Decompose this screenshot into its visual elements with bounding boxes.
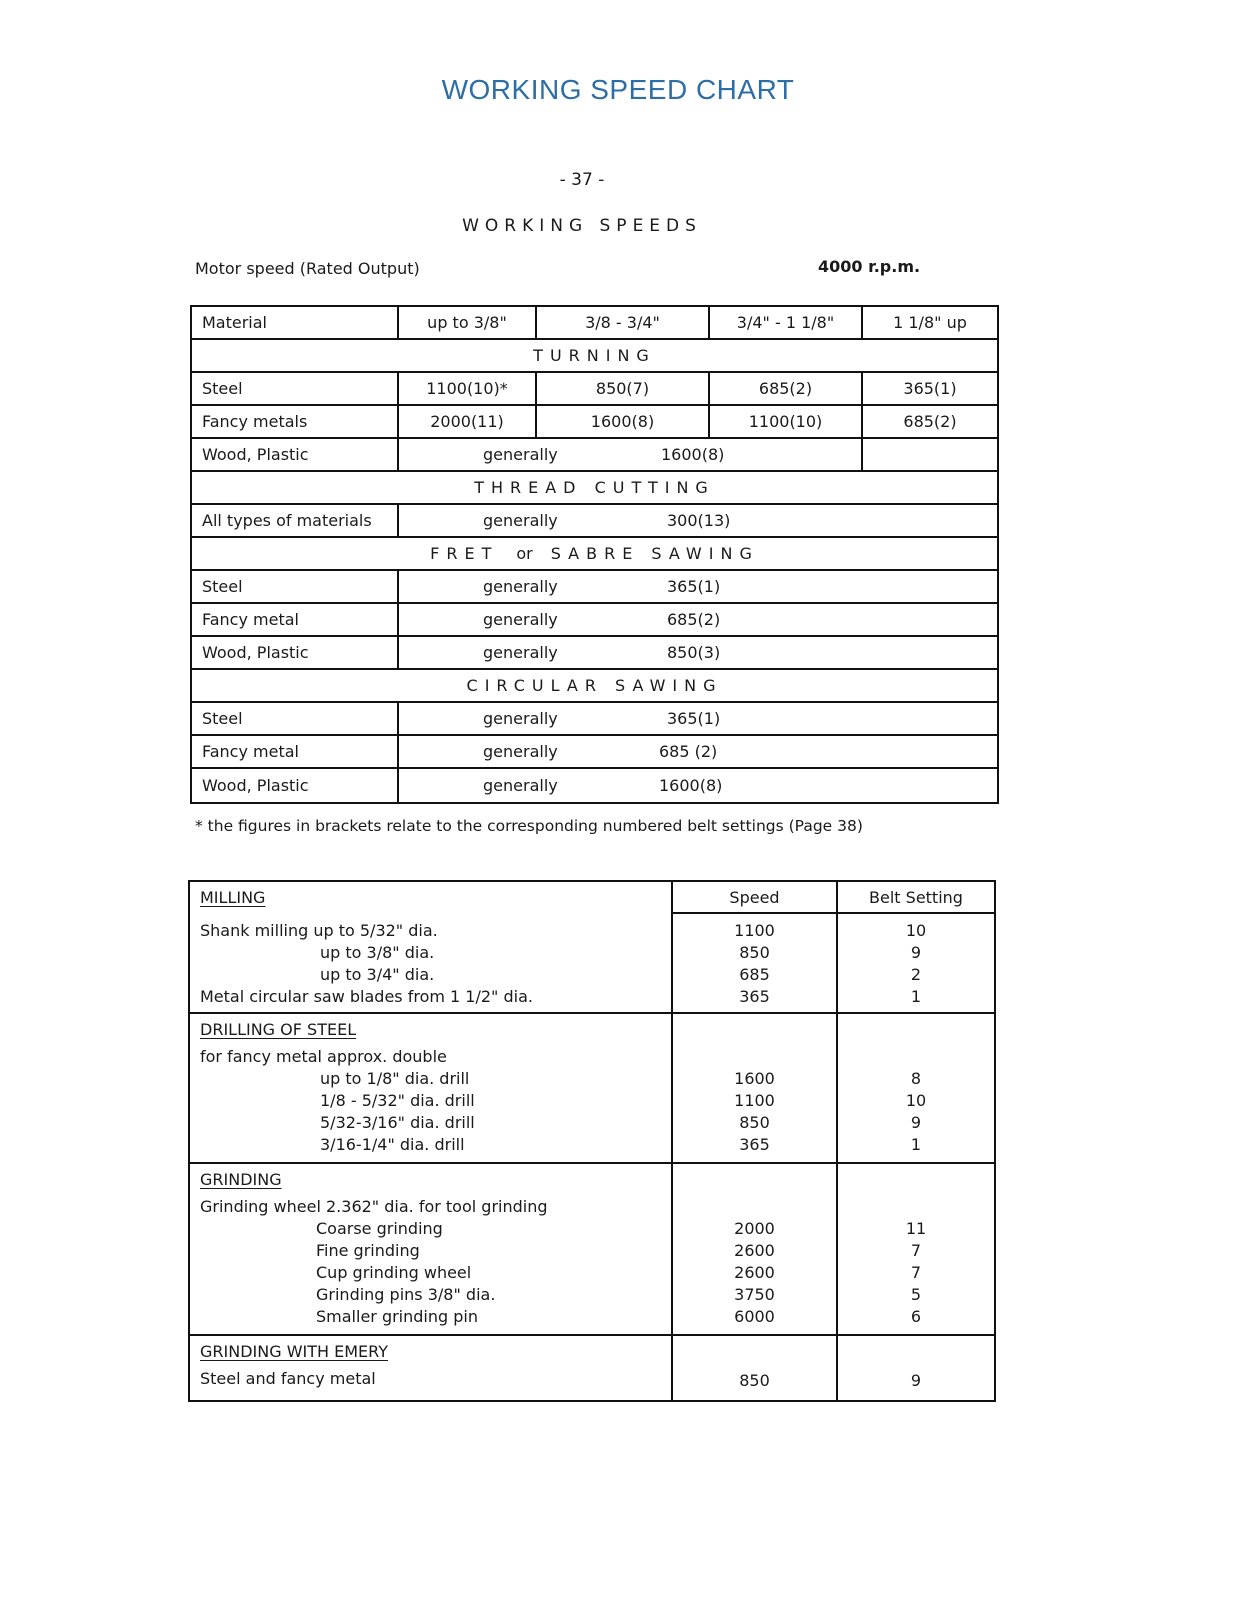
list-item: Metal circular saw blades from 1 1/2" dia. <box>200 987 533 1006</box>
page-number: - 37 - <box>559 170 605 190</box>
header-col4: 1 1/8" up <box>893 313 967 332</box>
material-cell: Wood, Plastic <box>192 439 399 470</box>
material-cell: Wood, Plastic <box>192 637 399 668</box>
list-item: Grinding pins 3/8" dia. <box>316 1285 496 1304</box>
speed-value: 850 <box>739 1113 770 1132</box>
drilling-block <box>190 1014 994 1164</box>
belt-value: 10 <box>905 921 927 940</box>
emery-block <box>190 1336 994 1400</box>
milling-title: MILLING <box>200 888 266 907</box>
footnote: * the figures in brackets relate to the corresponding numbered belt settings (Page 38) <box>195 817 863 835</box>
table-row <box>192 703 997 736</box>
table-row <box>192 769 997 802</box>
grinding-title: GRINDING <box>200 1170 282 1189</box>
grinding-speeds <box>673 1164 838 1334</box>
header-col3: 3/4" - 1 1/8" <box>710 307 863 338</box>
list-item: 5/32-3/16" dia. drill <box>320 1113 475 1132</box>
drilling-speeds <box>673 1014 838 1162</box>
grinding-block <box>190 1164 994 1336</box>
material-cell: Steel <box>192 703 399 734</box>
material-cell: Fancy metals <box>192 406 399 437</box>
belt-value: 11 <box>905 1219 927 1238</box>
material-cell: Fancy metal <box>192 736 399 767</box>
list-item: up to 1/8" dia. drill <box>320 1069 470 1088</box>
list-item: 1/8 - 5/32" dia. drill <box>320 1091 475 1110</box>
page-title: WORKING SPEED CHART <box>441 74 795 105</box>
speed-value: 300(13) <box>667 511 731 530</box>
general-speed-cell <box>399 703 997 734</box>
belt-value: 6 <box>910 1307 922 1326</box>
table-row <box>192 604 997 637</box>
header-col1: up to 3/8" <box>399 307 537 338</box>
speed-value: 3750 <box>734 1285 775 1304</box>
working-speeds-table <box>190 305 999 804</box>
list-item: Grinding wheel 2.362" dia. for tool grinding <box>200 1197 548 1216</box>
milling-belts <box>838 882 994 1012</box>
milling-speeds <box>673 882 838 1012</box>
header-material: Material <box>192 307 399 338</box>
general-speed-cell <box>399 604 997 635</box>
belt-value: 9 <box>910 1113 922 1132</box>
section-row-circular <box>192 670 997 703</box>
generally-label: generally <box>483 709 558 728</box>
section-or: or <box>516 544 533 563</box>
generally-label: generally <box>483 511 558 530</box>
list-item: Coarse grinding <box>316 1219 443 1238</box>
general-speed-cell <box>399 736 997 767</box>
general-speed-cell <box>399 637 997 668</box>
milling-block <box>190 882 994 1014</box>
belt-value: 1 <box>910 1135 922 1154</box>
general-speed-cell <box>399 571 997 602</box>
speed-value: 850 <box>739 943 770 962</box>
speed-cell: 1600(8) <box>537 406 710 437</box>
table-row <box>192 439 997 472</box>
generally-label: generally <box>483 643 558 662</box>
list-item: Smaller grinding pin <box>316 1307 478 1326</box>
header-col2: 3/8 - 3/4" <box>537 307 710 338</box>
belt-value: 10 <box>905 1091 927 1110</box>
section-sabre: SABRE SAWING <box>550 544 759 563</box>
table-header-row <box>192 307 997 340</box>
speed-value: 2000 <box>734 1219 775 1238</box>
section-fret: FRET <box>430 544 499 563</box>
grinding-belts <box>838 1164 994 1334</box>
belt-value: 2 <box>910 965 922 984</box>
belt-value: 8 <box>910 1069 922 1088</box>
general-speed-cell <box>399 769 997 802</box>
drilling-title: DRILLING OF STEEL <box>200 1020 357 1039</box>
speed-value: 685 (2) <box>659 742 718 761</box>
list-item: Shank milling up to 5/32" dia. <box>200 921 438 940</box>
general-speed-cell <box>399 505 997 536</box>
table-row <box>192 637 997 670</box>
speed-value: 685 <box>739 965 770 984</box>
speed-value: 6000 <box>734 1307 775 1326</box>
section-thread-cutting: THREAD CUTTING <box>474 478 715 497</box>
table-row <box>192 406 997 439</box>
section-circular-sawing: CIRCULAR SAWING <box>466 676 723 695</box>
material-cell: Steel <box>192 571 399 602</box>
speed-cell: 365(1) <box>903 379 957 398</box>
section-fret-sabre-sawing <box>192 538 997 569</box>
table-row <box>192 373 997 406</box>
belt-value: 9 <box>910 1371 922 1390</box>
speed-value: 1600 <box>734 1069 775 1088</box>
belt-value: 5 <box>910 1285 922 1304</box>
belt-value: 7 <box>910 1263 922 1282</box>
speed-value: 365 <box>739 1135 770 1154</box>
section-heading: WORKING SPEEDS <box>462 216 702 236</box>
generally-label: generally <box>483 776 558 795</box>
belt-value: 1 <box>910 987 922 1006</box>
list-item: Fine grinding <box>316 1241 420 1260</box>
section-turning: TURNING <box>533 346 656 365</box>
speed-value: 1100 <box>734 1091 775 1110</box>
list-item: up to 3/4" dia. <box>320 965 435 984</box>
speed-cell: 1100(10) <box>710 406 863 437</box>
section-row-thread <box>192 472 997 505</box>
list-item: 3/16-1/4" dia. drill <box>320 1135 465 1154</box>
generally-label: generally <box>483 577 558 596</box>
generally-label: generally <box>483 610 558 629</box>
grinding-desc <box>190 1164 673 1334</box>
list-item: up to 3/8" dia. <box>320 943 435 962</box>
milling-desc <box>190 882 673 1012</box>
table-row <box>192 505 997 538</box>
material-cell: All types of materials <box>192 505 399 536</box>
emery-speeds <box>673 1336 838 1400</box>
motor-speed-label: Motor speed (Rated Output) <box>195 259 420 278</box>
speed-value: 1600(8) <box>661 445 725 464</box>
emery-title: GRINDING WITH EMERY <box>200 1342 389 1361</box>
speed-cell: 1100(10)* <box>399 373 537 404</box>
speed-value: 685(2) <box>667 610 721 629</box>
generally-label: generally <box>483 742 558 761</box>
list-item: Steel and fancy metal <box>200 1369 376 1388</box>
list-item: Cup grinding wheel <box>316 1263 472 1282</box>
section-row-fret <box>192 538 997 571</box>
speed-cell: 2000(11) <box>399 406 537 437</box>
generally-label: generally <box>483 445 558 464</box>
empty-cell <box>863 439 997 470</box>
speed-value: 850(3) <box>667 643 721 662</box>
material-cell: Fancy metal <box>192 604 399 635</box>
belt-value: 7 <box>910 1241 922 1260</box>
col-speed-header: Speed <box>673 882 836 914</box>
section-row-turning <box>192 340 997 373</box>
table-row <box>192 571 997 604</box>
table-row <box>192 736 997 769</box>
speed-value: 1600(8) <box>659 776 723 795</box>
speed-cell: 685(2) <box>710 373 863 404</box>
col-belt-header: Belt Setting <box>838 882 994 914</box>
drilling-belts <box>838 1014 994 1162</box>
speed-value: 365 <box>739 987 770 1006</box>
material-cell: Wood, Plastic <box>192 769 399 802</box>
speed-cell: 685(2) <box>903 412 957 431</box>
list-item: for fancy metal approx. double <box>200 1047 447 1066</box>
speed-value: 1100 <box>734 921 775 940</box>
speed-value: 2600 <box>734 1263 775 1282</box>
emery-belts <box>838 1336 994 1400</box>
speed-value: 850 <box>739 1371 770 1390</box>
drilling-desc <box>190 1014 673 1162</box>
general-speed-cell <box>399 439 863 470</box>
speed-value: 365(1) <box>667 577 721 596</box>
speed-cell: 850(7) <box>537 373 710 404</box>
emery-desc <box>190 1336 673 1400</box>
material-cell: Steel <box>192 373 399 404</box>
applications-table <box>188 880 996 1402</box>
speed-value: 365(1) <box>667 709 721 728</box>
motor-speed-value: 4000 r.p.m. <box>818 257 921 276</box>
belt-value: 9 <box>910 943 922 962</box>
speed-value: 2600 <box>734 1241 775 1260</box>
